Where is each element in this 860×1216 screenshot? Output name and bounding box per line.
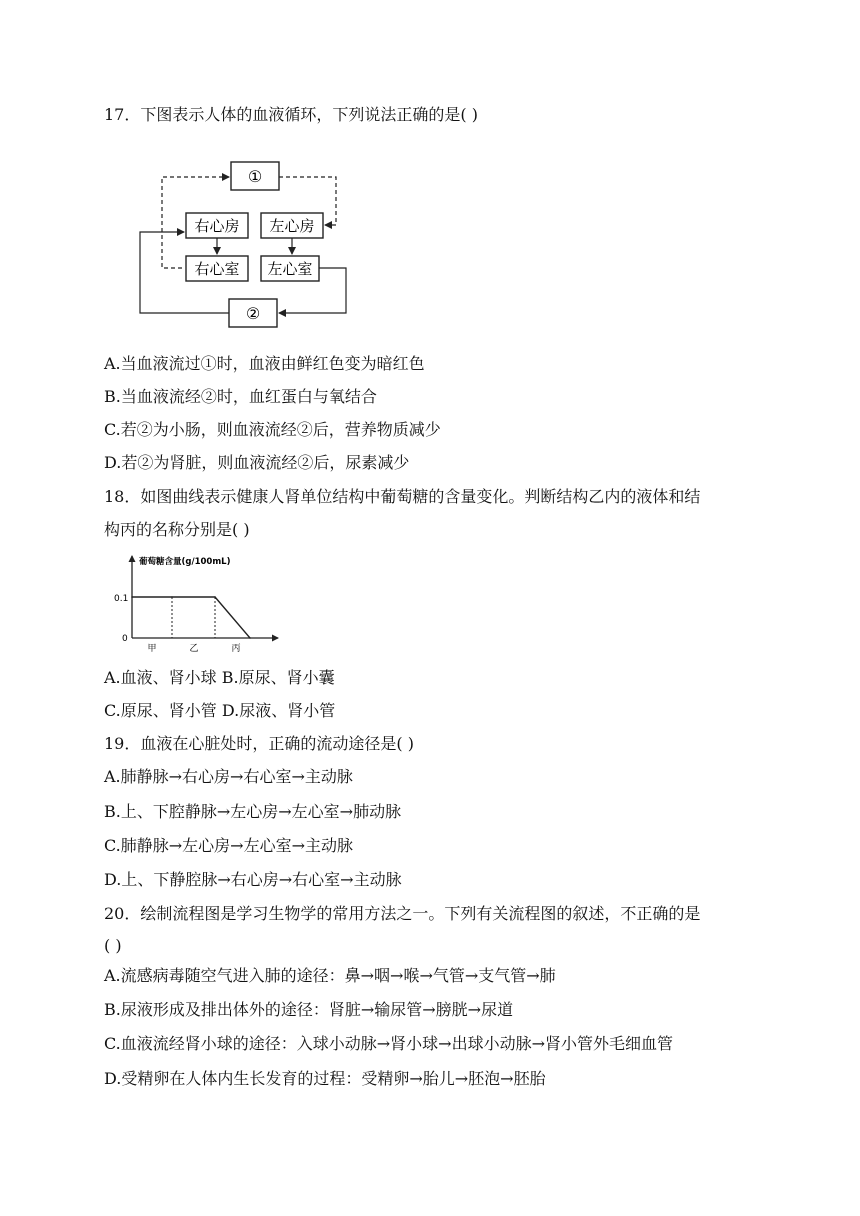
glucose-chart <box>112 552 287 661</box>
glucose-point-1 <box>171 596 173 598</box>
q19-option-d: D.上、下静腔脉→右心房→右心室→主动脉 <box>104 870 402 889</box>
q17-option-c: C.若②为小肠，则血液流经②后，营养物质减少 <box>104 420 441 439</box>
q18-stem-line1: 18．如图曲线表示健康人肾单位结构中葡萄糖的含量变化。判断结构乙内的液体和结 <box>104 487 701 506</box>
q20-option-a: A.流感病毒随空气进入肺的途径：鼻→咽→喉→气管→支气管→肺 <box>104 966 556 985</box>
q20-option-c: C.血液流经肾小球的途径：入球小动脉→肾小球→出球小动脉→肾小管外毛细血管 <box>104 1034 673 1053</box>
x-label-bing: 丙 <box>231 644 241 654</box>
q19-option-b: B.上、下腔静脉→左心房→左心室→肺动脉 <box>104 802 402 821</box>
q19-stem: 19．血液在心脏处时，正确的流动途径是( ) <box>104 734 414 753</box>
glucose-point-2 <box>214 596 216 598</box>
q19-option-c: C.肺静脉→左心房→左心室→主动脉 <box>104 836 353 855</box>
x-label-jia: 甲 <box>147 644 157 654</box>
q18-stem-line2: 构丙的名称分别是( ) <box>104 520 250 539</box>
node1-label: ① <box>247 167 263 186</box>
right-atrium-label: 右心房 <box>194 217 240 235</box>
q20-option-d: D.受精卵在人体内生长发育的过程：受精卵→胎儿→胚泡→胚胎 <box>104 1069 546 1088</box>
y-tick-label-0: 0 <box>122 634 128 644</box>
glucose-series-line <box>132 597 250 638</box>
node2-label: ② <box>245 304 261 323</box>
q19-option-a: A.肺静脉→右心房→右心室→主动脉 <box>104 767 353 786</box>
q18-options-row1: A.血液、肾小球 B.原尿、肾小囊 <box>104 668 335 687</box>
q17-option-a: A.当血液流过①时，血液由鲜红色变为暗红色 <box>104 354 425 373</box>
left-ventricle-label: 左心室 <box>267 260 313 278</box>
q17-option-d: D.若②为肾脏，则血液流经②后，尿素减少 <box>104 453 410 472</box>
q17-stem: 17．下图表示人体的血液循环，下列说法正确的是( ) <box>104 105 478 124</box>
x-label-yi: 乙 <box>189 644 199 654</box>
circulation-diagram <box>120 150 380 339</box>
glucose-point-0 <box>131 596 133 598</box>
right-ventricle-label: 右心室 <box>194 260 240 278</box>
q20-stem-line1: 20．绘制流程图是学习生物学的常用方法之一。下列有关流程图的叙述，不正确的是 <box>104 904 701 923</box>
q18-options-row2: C.原尿、肾小管 D.尿液、肾小管 <box>104 701 336 720</box>
q20-option-b: B.尿液形成及排出体外的途径：肾脏→输尿管→膀胱→尿道 <box>104 1000 514 1019</box>
glucose-point-3 <box>249 637 251 639</box>
left-atrium-label: 左心房 <box>269 217 315 235</box>
q20-stem-line2: ( ) <box>104 936 122 955</box>
y-axis-label: 葡萄糖含量(g/100mL) <box>139 557 231 567</box>
y-tick-label-0.1: 0.1 <box>114 594 129 604</box>
q17-option-b: B.当血液流经②时，血红蛋白与氧结合 <box>104 387 377 406</box>
